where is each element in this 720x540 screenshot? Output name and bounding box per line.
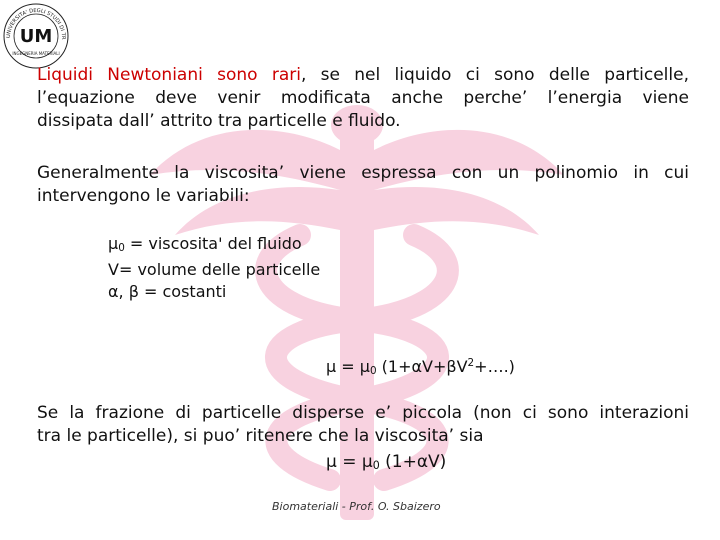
variable-constants: α, β = costanti	[108, 282, 227, 301]
logo-monogram: UM	[19, 26, 53, 47]
logo-sub-text: INGEGNERIA MATERIALI	[12, 51, 60, 56]
para3-line2: tra le particelle), si puo’ ritenere che la viscosita’ sia	[37, 426, 484, 446]
logo-ring-text: UNIVERSITA' DEGLI STUDI DI TR	[5, 7, 67, 40]
paragraph-dilute	[37, 402, 689, 448]
para2-line2: intervengono le variabili:	[37, 186, 250, 206]
equation-polynomial: $\mu = \mu_0$ $(1+\alpha V+\beta V^2+\dots.)$	[326, 357, 515, 377]
highlight-newtonian: Liquidi Newtoniani sono rari	[37, 65, 301, 85]
variables-list	[108, 233, 408, 303]
para1-line2: l’equazione deve venir modificata anche perche’ l’energia viene	[37, 88, 689, 108]
university-logo	[2, 2, 70, 70]
variable-mu: $\mu_0$ = viscosita' del fluido	[108, 234, 302, 254]
para3-line1: Se la frazione di particelle disperse e’ piccola (non ci sono interazioni	[37, 403, 689, 423]
variable-v: V= volume delle particelle	[108, 260, 321, 279]
equation-linear: $\mu = \mu_0$ (1+αV)	[326, 452, 447, 472]
para1-line3: dissipata dall’ attrito tra particelle e fluido.	[37, 111, 401, 131]
para1-line1: Liquidi Newtoniani sono rari, se nel liquido ci sono delle particelle,	[37, 65, 689, 85]
slide-footer: Biomateriali - Prof. O. Sbaizero	[272, 500, 441, 513]
para2-line1: Generalmente la viscosita’ viene espressa con un polinomio in cui	[37, 163, 689, 183]
paragraph-newtonian	[37, 64, 689, 133]
paragraph-viscosity	[37, 162, 689, 208]
